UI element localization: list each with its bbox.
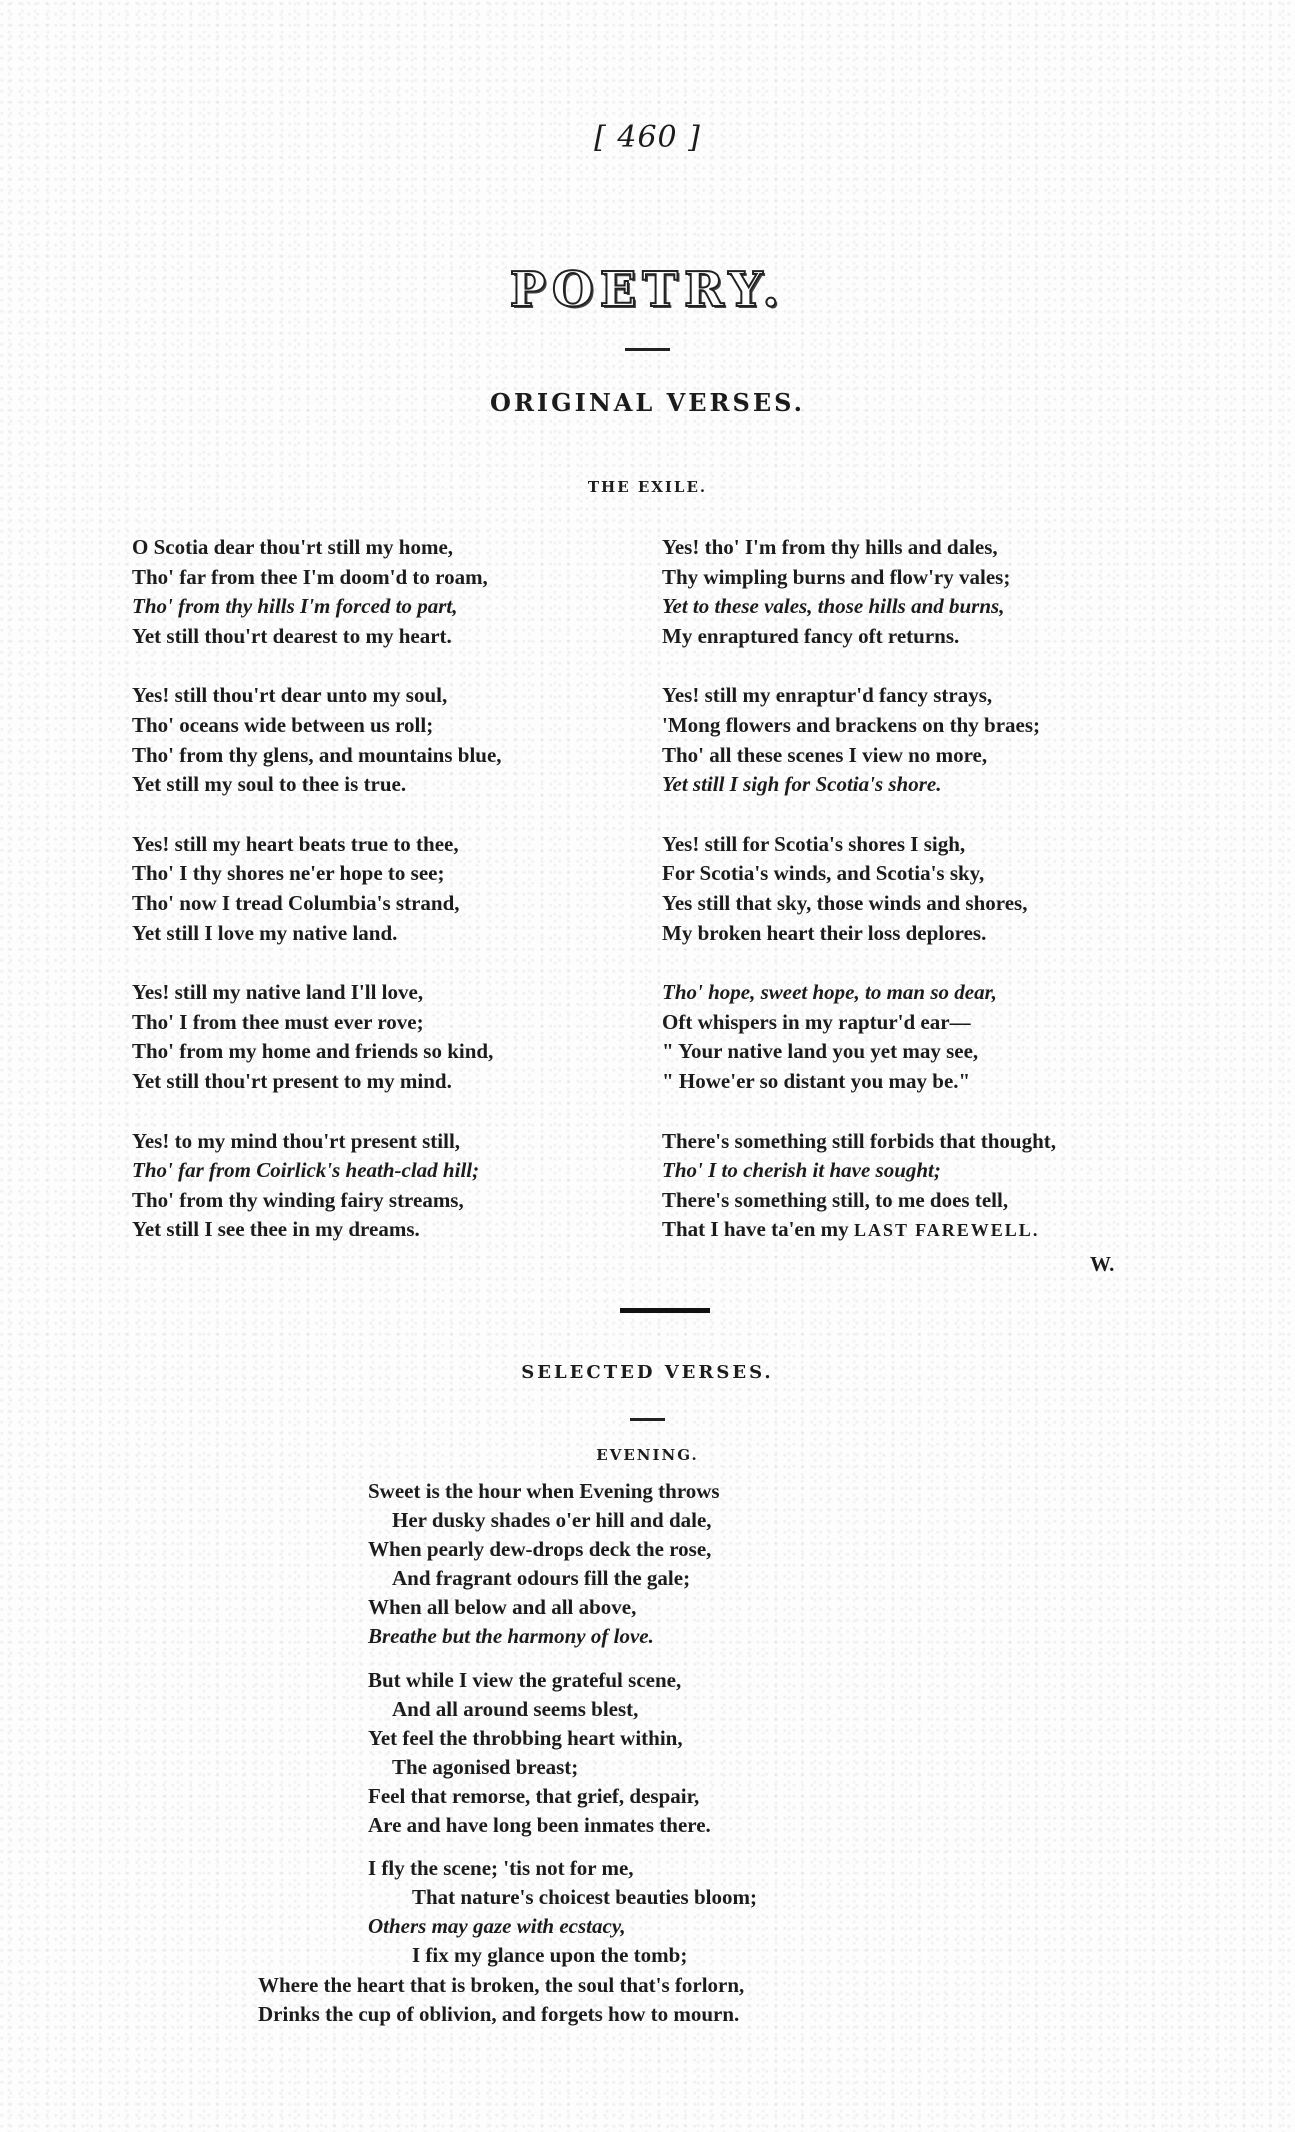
verse-line: When all below and all above, bbox=[368, 1595, 637, 1620]
stanza bbox=[132, 681, 502, 799]
verse-line: There's something still forbids that thought, bbox=[662, 1128, 1056, 1153]
evening-poem bbox=[258, 1477, 757, 2043]
verse-line: Yes! still my heart beats true to thee, bbox=[132, 831, 459, 856]
verse-line: For Scotia's winds, and Scotia's sky, bbox=[662, 861, 985, 886]
verse-line: Yet to these vales, those hills and burns, bbox=[662, 594, 1005, 619]
poem-title-evening: EVENING. bbox=[596, 1446, 699, 1464]
section-divider bbox=[620, 1308, 710, 1313]
verse-text: That I have ta'en my bbox=[662, 1217, 849, 1242]
verse-line: Yes still that sky, those winds and shores, bbox=[662, 890, 1028, 915]
verse-line: Yes! still thou'rt dear unto my soul, bbox=[132, 683, 448, 708]
verse-line: Drinks the cup of oblivion, and forgets how to mourn. bbox=[258, 2001, 740, 2026]
stanza bbox=[662, 830, 1056, 948]
verse-line: And all around seems blest, bbox=[392, 1696, 639, 1721]
last-farewell: LAST FAREWELL. bbox=[853, 1220, 1040, 1241]
verse-line: Yes! still for Scotia's shores I sigh, bbox=[662, 831, 966, 856]
verse-line: Are and have long been inmates there. bbox=[368, 1813, 711, 1838]
verse-line: Tho' from thy hills I'm forced to part, bbox=[132, 594, 458, 619]
stanza bbox=[132, 978, 502, 1096]
verse-line: Yes! still my enraptur'd fancy strays, bbox=[662, 683, 993, 708]
verse-line: Yet still my soul to thee is true. bbox=[132, 772, 407, 797]
verse-line: Breathe but the harmony of love. bbox=[368, 1624, 654, 1649]
stanza bbox=[662, 533, 1056, 651]
page-number: [ 460 ] bbox=[594, 120, 701, 155]
verse-line bbox=[662, 1215, 1056, 1246]
stanza bbox=[132, 1127, 502, 1245]
stanza bbox=[662, 681, 1056, 799]
author-signature: W. bbox=[1090, 1252, 1115, 1276]
verse-line: When pearly dew-drops deck the rose, bbox=[368, 1537, 712, 1562]
exile-right-column bbox=[662, 533, 1056, 1276]
verse-line: Tho' I thy shores ne'er hope to see; bbox=[132, 861, 445, 886]
verse-line: Tho' from my home and friends so kind, bbox=[132, 1039, 494, 1064]
verse-line: O Scotia dear thou'rt still my home, bbox=[132, 535, 454, 559]
verse-line: The agonised breast; bbox=[392, 1754, 579, 1779]
exile-left-column bbox=[132, 533, 502, 1275]
verse-line: But while I view the grateful scene, bbox=[368, 1667, 682, 1692]
verse-line: Thy wimpling burns and flow'ry vales; bbox=[662, 564, 1011, 589]
verse-line: 'Mong flowers and brackens on thy braes; bbox=[662, 712, 1041, 737]
stanza bbox=[368, 1477, 757, 1652]
selected-verses-heading: SELECTED VERSES. bbox=[521, 1362, 774, 1383]
original-verses-heading: ORIGINAL VERSES. bbox=[490, 388, 805, 417]
verse-line: Feel that remorse, that grief, despair, bbox=[368, 1783, 700, 1808]
verse-line: Tho' from thy winding fairy streams, bbox=[132, 1187, 464, 1212]
verse-line: I fix my glance upon the tomb; bbox=[412, 1943, 688, 1968]
verse-line: My enraptured fancy oft returns. bbox=[662, 623, 960, 648]
verse-line: Yet feel the throbbing heart within, bbox=[368, 1725, 683, 1750]
divider bbox=[625, 348, 670, 351]
verse-line: Yet still thou'rt present to my mind. bbox=[132, 1068, 452, 1093]
verse-line: " Howe'er so distant you may be." bbox=[662, 1068, 971, 1093]
verse-line: Tho' now I tread Columbia's strand, bbox=[132, 890, 460, 915]
verse-line: Tho' far from thee I'm doom'd to roam, bbox=[132, 564, 488, 589]
verse-line: Yet still I love my native land. bbox=[132, 920, 398, 945]
verse-line: Where the heart that is broken, the soul that's forlorn, bbox=[258, 1972, 745, 1997]
stanza bbox=[368, 1666, 757, 1841]
stanza bbox=[132, 533, 502, 651]
divider bbox=[630, 1418, 665, 1421]
stanza bbox=[258, 1854, 757, 2029]
verse-line: Tho' hope, sweet hope, to man so dear, bbox=[662, 980, 997, 1005]
verse-line: Yes! still my native land I'll love, bbox=[132, 980, 424, 1005]
verse-line: Her dusky shades o'er hill and dale, bbox=[392, 1508, 712, 1533]
stanza bbox=[662, 978, 1056, 1096]
verse-line: Tho' far from Coirlick's heath-clad hill; bbox=[132, 1158, 480, 1183]
verse-line: And fragrant odours fill the gale; bbox=[392, 1566, 691, 1591]
section-title: POETRY. bbox=[509, 262, 786, 318]
verse-line: Others may gaze with ecstacy, bbox=[368, 1914, 626, 1939]
verse-line: Tho' oceans wide between us roll; bbox=[132, 712, 434, 737]
stanza bbox=[132, 830, 502, 948]
verse-line: Tho' all these scenes I view no more, bbox=[662, 742, 988, 767]
verse-line: I fly the scene; 'tis not for me, bbox=[368, 1856, 634, 1881]
verse-line: There's something still, to me does tell, bbox=[662, 1187, 1009, 1212]
verse-line: That nature's choicest beauties bloom; bbox=[412, 1885, 757, 1910]
verse-line: Yet still I see thee in my dreams. bbox=[132, 1217, 420, 1242]
verse-line: Tho' from thy glens, and mountains blue, bbox=[132, 742, 502, 767]
verse-line: My broken heart their loss deplores. bbox=[662, 920, 987, 945]
verse-line: " Your native land you yet may see, bbox=[662, 1039, 979, 1064]
verse-line: Tho' I to cherish it have sought; bbox=[662, 1158, 941, 1183]
verse-line: Oft whispers in my raptur'd ear— bbox=[662, 1009, 971, 1034]
verse-line: Yet still thou'rt dearest to my heart. bbox=[132, 623, 452, 648]
poem-title-the-exile: THE EXILE. bbox=[587, 478, 708, 496]
verse-line: Sweet is the hour when Evening throws bbox=[368, 1479, 720, 1503]
verse-line: Yes! tho' I'm from thy hills and dales, bbox=[662, 535, 998, 559]
verse-line: Yes! to my mind thou'rt present still, bbox=[132, 1128, 461, 1153]
verse-line: Yet still I sigh for Scotia's shore. bbox=[662, 772, 942, 797]
verse-line: Tho' I from thee must ever rove; bbox=[132, 1009, 424, 1034]
stanza bbox=[662, 1127, 1056, 1246]
